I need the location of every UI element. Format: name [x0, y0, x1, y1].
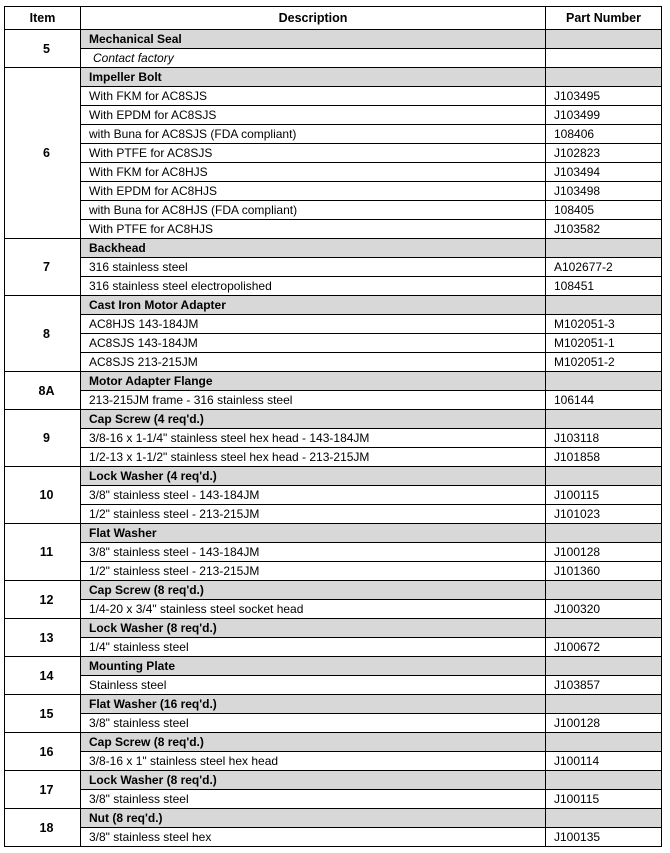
table-row [5, 220, 662, 239]
part-description: With FKM for AC8HJS [81, 163, 546, 182]
part-number: J101360 [546, 562, 662, 581]
item-number: 14 [5, 657, 81, 695]
part-number: J103118 [546, 429, 662, 448]
parts-body [5, 30, 662, 847]
part-number: 108451 [546, 277, 662, 296]
group-title-part-number-cell [546, 581, 662, 600]
table-row [5, 505, 662, 524]
group-title-part-number-cell [546, 239, 662, 258]
group-title-part-number-cell [546, 695, 662, 714]
part-number: M102051-2 [546, 353, 662, 372]
group-title-row [5, 30, 662, 49]
part-description: With PTFE for AC8HJS [81, 220, 546, 239]
part-description: AC8HJS 143-184JM [81, 315, 546, 334]
part-description: with Buna for AC8SJS (FDA compliant) [81, 125, 546, 144]
part-number: J103499 [546, 106, 662, 125]
part-description: 213-215JM frame - 316 stainless steel [81, 391, 546, 410]
header-description: Description [81, 7, 546, 30]
table-row [5, 828, 662, 847]
group-title-part-number-cell [546, 30, 662, 49]
item-number: 16 [5, 733, 81, 771]
item-number: 10 [5, 467, 81, 524]
table-row [5, 258, 662, 277]
group-title-part-number-cell [546, 657, 662, 676]
group-title: Cast Iron Motor Adapter [81, 296, 546, 315]
part-description: 1/2" stainless steel - 213-215JM [81, 562, 546, 581]
table-row [5, 144, 662, 163]
group-title-part-number-cell [546, 68, 662, 87]
table-row [5, 676, 662, 695]
group-title: Nut (8 req'd.) [81, 809, 546, 828]
table-row [5, 315, 662, 334]
part-description: 3/8" stainless steel - 143-184JM [81, 486, 546, 505]
group-title: Lock Washer (8 req'd.) [81, 619, 546, 638]
group-title: Cap Screw (4 req'd.) [81, 410, 546, 429]
group-title-row [5, 410, 662, 429]
table-row [5, 543, 662, 562]
table-row [5, 600, 662, 619]
item-number: 5 [5, 30, 81, 68]
part-description: 3/8" stainless steel hex [81, 828, 546, 847]
part-description: 3/8" stainless steel [81, 790, 546, 809]
part-number: J100672 [546, 638, 662, 657]
part-description: 3/8" stainless steel [81, 714, 546, 733]
item-number: 6 [5, 68, 81, 239]
item-number: 11 [5, 524, 81, 581]
item-number: 7 [5, 239, 81, 296]
table-row [5, 391, 662, 410]
group-title-part-number-cell [546, 372, 662, 391]
group-title: Motor Adapter Flange [81, 372, 546, 391]
part-description: Stainless steel [81, 676, 546, 695]
part-number [546, 49, 662, 68]
part-number: J103857 [546, 676, 662, 695]
part-description: AC8SJS 143-184JM [81, 334, 546, 353]
part-number: 106144 [546, 391, 662, 410]
header-item: Item [5, 7, 81, 30]
table-row [5, 334, 662, 353]
part-number: J103582 [546, 220, 662, 239]
part-description: With EPDM for AC8SJS [81, 106, 546, 125]
group-title-part-number-cell [546, 619, 662, 638]
part-number: J103498 [546, 182, 662, 201]
part-description: 316 stainless steel electropolished [81, 277, 546, 296]
table-row [5, 752, 662, 771]
part-description: With PTFE for AC8SJS [81, 144, 546, 163]
part-description: 3/8" stainless steel - 143-184JM [81, 543, 546, 562]
part-number: M102051-3 [546, 315, 662, 334]
part-number: 108406 [546, 125, 662, 144]
table-row [5, 353, 662, 372]
group-title-row [5, 581, 662, 600]
table-row [5, 638, 662, 657]
group-title-part-number-cell [546, 524, 662, 543]
group-title-row [5, 524, 662, 543]
group-title: Flat Washer (16 req'd.) [81, 695, 546, 714]
item-number: 8A [5, 372, 81, 410]
table-row [5, 106, 662, 125]
table-row [5, 87, 662, 106]
table-row [5, 277, 662, 296]
group-title: Lock Washer (4 req'd.) [81, 467, 546, 486]
part-number: J100128 [546, 543, 662, 562]
part-number: J100320 [546, 600, 662, 619]
part-number: J101858 [546, 448, 662, 467]
table-row [5, 163, 662, 182]
part-description: 1/4-20 x 3/4" stainless steel socket head [81, 600, 546, 619]
part-number: J103494 [546, 163, 662, 182]
part-description: 3/8-16 x 1-1/4" stainless steel hex head - 143-184JM [81, 429, 546, 448]
group-title-row [5, 695, 662, 714]
part-description: with Buna for AC8HJS (FDA compliant) [81, 201, 546, 220]
group-title: Impeller Bolt [81, 68, 546, 87]
part-number: J100115 [546, 486, 662, 505]
part-number: A102677-2 [546, 258, 662, 277]
group-title-part-number-cell [546, 296, 662, 315]
group-title-row [5, 733, 662, 752]
group-title-row [5, 619, 662, 638]
table-row [5, 49, 662, 68]
part-number: M102051-1 [546, 334, 662, 353]
part-description: With FKM for AC8SJS [81, 87, 546, 106]
part-number: J101023 [546, 505, 662, 524]
group-title-row [5, 68, 662, 87]
part-description: 3/8-16 x 1" stainless steel hex head [81, 752, 546, 771]
group-title: Mechanical Seal [81, 30, 546, 49]
item-number: 9 [5, 410, 81, 467]
item-number: 13 [5, 619, 81, 657]
part-number: J102823 [546, 144, 662, 163]
group-title-part-number-cell [546, 771, 662, 790]
part-number: 108405 [546, 201, 662, 220]
part-description: 1/2-13 x 1-1/2" stainless steel hex head - 213-215JM [81, 448, 546, 467]
table-row [5, 429, 662, 448]
part-number: J100135 [546, 828, 662, 847]
group-title-row [5, 467, 662, 486]
item-number: 12 [5, 581, 81, 619]
item-number: 18 [5, 809, 81, 847]
group-title-part-number-cell [546, 410, 662, 429]
table-row [5, 201, 662, 220]
group-title: Backhead [81, 239, 546, 258]
part-description: With EPDM for AC8HJS [81, 182, 546, 201]
group-title: Flat Washer [81, 524, 546, 543]
part-description: AC8SJS 213-215JM [81, 353, 546, 372]
part-number: J100115 [546, 790, 662, 809]
group-title-part-number-cell [546, 733, 662, 752]
item-number: 17 [5, 771, 81, 809]
table-row [5, 486, 662, 505]
part-description: Contact factory [81, 49, 546, 68]
table-row [5, 790, 662, 809]
parts-table [4, 6, 662, 847]
item-number: 15 [5, 695, 81, 733]
part-description: 316 stainless steel [81, 258, 546, 277]
group-title-part-number-cell [546, 809, 662, 828]
group-title-row [5, 296, 662, 315]
group-title: Cap Screw (8 req'd.) [81, 581, 546, 600]
header-part-number: Part Number [546, 7, 662, 30]
group-title: Cap Screw (8 req'd.) [81, 733, 546, 752]
table-row [5, 562, 662, 581]
group-title-row [5, 809, 662, 828]
group-title: Mounting Plate [81, 657, 546, 676]
table-row [5, 714, 662, 733]
group-title: Lock Washer (8 req'd.) [81, 771, 546, 790]
group-title-row [5, 771, 662, 790]
part-number: J100128 [546, 714, 662, 733]
table-row [5, 125, 662, 144]
group-title-row [5, 239, 662, 258]
table-row [5, 182, 662, 201]
header-row [5, 7, 662, 30]
part-number: J100114 [546, 752, 662, 771]
table-row [5, 448, 662, 467]
group-title-row [5, 372, 662, 391]
part-description: 1/2" stainless steel - 213-215JM [81, 505, 546, 524]
part-description: 1/4" stainless steel [81, 638, 546, 657]
part-number: J103495 [546, 87, 662, 106]
group-title-part-number-cell [546, 467, 662, 486]
item-number: 8 [5, 296, 81, 372]
group-title-row [5, 657, 662, 676]
